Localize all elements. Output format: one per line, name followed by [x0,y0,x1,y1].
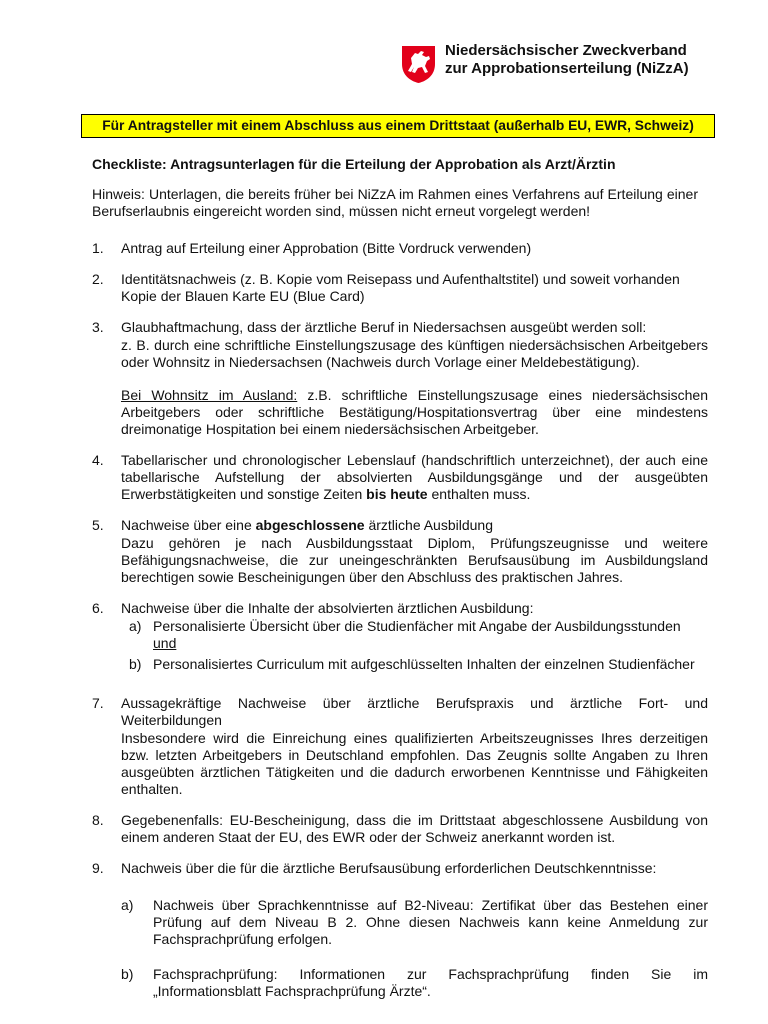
list-item [92,271,708,305]
notice-paragraph: Hinweis: Unterlagen, die bereits früher bei NiZzA im Rahmen eines Verfahrens auf Erteilung einer Berufserlaubnis eingereicht worden sind, müssen nicht erneut vorgelegt werden! [92,186,698,219]
item-abroad-detail [121,387,708,438]
item-detail: z. B. durch eine schriftliche Einstellungszusage des künftigen niedersächsischen Arbeitgebers oder Wohnsitz in Niedersachsen (Nachweis durch Vorlage einer Meldebestätigung). [121,337,708,370]
item-number: 6. [92,600,104,616]
item-number: 2. [92,271,104,287]
item-text: Nachweise über die Inhalte der absolvierten ärztlichen Ausbildung: [121,600,534,616]
item-text-part: Nachweise über eine [121,517,256,533]
item-number: 8. [92,812,104,828]
item-text: Nachweis über die für die ärztliche Berufsausübung erforderlichen Deutschkenntnisse: [121,860,657,876]
checklist-title: Checkliste: Antragsunterlagen für die Erteilung der Approbation als Arzt/Ärztin [92,156,616,172]
list-item [92,860,708,1000]
sub-item-letter: b) [129,656,142,672]
sub-item-b [121,656,708,673]
list-item [92,240,708,257]
list-item [92,695,708,798]
abroad-label: Bei Wohnsitz im Ausland: [121,387,298,403]
sub-item-letter: a) [121,897,134,913]
document-checklist [92,240,708,1014]
item-text: Glaubhaftmachung, dass der ärztliche Beruf in Niedersachsen ausgeübt werden soll: [121,319,647,335]
sub-item-text: Personalisierte Übersicht über die Studienfächer mit Angabe der Ausbildungsstunden [153,618,681,634]
sub-item-b [121,966,708,1000]
list-item [92,319,708,438]
abroad-text: z.B. schriftliche Einstellungszusage eines niedersächsischen Arbeitgebers oder schriftliche Bestätigung/Hospitationsvertrag über eine mindestens dreimonatige Hospitation bei einem niedersächsischen Arbeitgeber. [121,387,708,437]
item-text [121,517,708,534]
item-text: Antrag auf Erteilung einer Approbation (Bitte Vordruck verwenden) [121,240,532,256]
item-text-part: enthalten muss. [427,486,531,502]
item-number: 9. [92,860,104,876]
item-number: 4. [92,452,104,468]
item-text [121,452,708,503]
item-text: Aussagekräftige Nachweise über ärztliche Berufspraxis und ärztliche Fort- und Weiterbildungen [121,695,708,728]
item-text-part: Tabellarischer und chronologischer Lebenslauf (handschriftlich unterzeichnet), der auch eine tabellarische Aufstellung der absolvierten Ausbildungsgänge und der ausgeübten Erwerbstätigkeiten und sonstige Zeiten [121,452,708,502]
item-text-part: ärztliche Ausbildung [364,517,493,533]
lower-saxony-horse-crest-icon [400,44,437,84]
list-item [92,600,708,673]
item-text-emphasis: abgeschlossene [255,517,365,533]
item-number: 5. [92,517,104,533]
item-text: Identitätsnachweis (z. B. Kopie vom Reisepass und Aufenthaltstitel) und soweit vorhanden Kopie der Blauen Karte EU (Blue Card) [121,271,680,304]
sub-item-text: Nachweis über Sprachkenntnisse auf B2-Niveau: Zertifikat über das Bestehen einer Prüfung auf dem Niveau B 2. Ohne diesen Nachweis kann keine Anmeldung zur Fachsprachprüfung erfolgen. [153,897,708,947]
item-detail: Insbesondere wird die Einreichung eines qualifizierten Arbeitszeugnisses Ihres derzeitigen bzw. letzten Arbeitgebers in Deutschland empfohlen. Das Zeugnis sollte Angaben zu Ihren ausgeübten ärztlichen Tätigkeiten und die dadurch erworbenen Kenntnisse und Fähigkeiten enthalten. [121,730,708,797]
applicant-category-banner: Für Antragsteller mit einem Abschluss aus einem Drittstaat (außerhalb EU, EWR, Schweiz) [81,114,715,138]
sub-item-letter: b) [121,966,134,982]
item-detail: Dazu gehören je nach Ausbildungsstaat Diplom, Prüfungszeugnisse und weitere Befähigungsnachweise, die zur uneingeschränkten Berufsausübung im Ausbildungsland berechtigen sowie Bescheinigungen über den Abschluss des praktischen Jahres. [121,535,708,585]
sub-item-text: Fachsprachprüfung: Informationen zur Fachsprachprüfung finden Sie im „Informationsblatt Fachsprachprüfung Ärzte“. [153,966,708,999]
sub-item-a [121,897,708,948]
list-item [92,812,708,846]
sub-item-letter: a) [129,618,142,634]
item-number: 7. [92,695,104,711]
item-number: 3. [92,319,104,335]
sub-item-a [121,618,708,652]
sub-item-conjunction: und [153,635,177,651]
organization-name-line1: Niedersächsischer Zweckverband [445,42,687,59]
item-text: Gegebenenfalls: EU-Bescheinigung, dass die im Drittstaat abgeschlossene Ausbildung von einem anderen Staat der EU, des EWR oder der Schweiz anerkannt worden ist. [121,812,708,845]
list-item [92,452,708,503]
organization-name-line2: zur Approbationserteilung (NiZzA) [445,60,689,77]
item-text-emphasis: bis heute [366,486,428,502]
item-number: 1. [92,240,104,256]
list-item [92,517,708,586]
sub-item-text: Personalisiertes Curriculum mit aufgeschlüsselten Inhalten der einzelnen Studienfächer [153,656,695,672]
organization-name [445,42,689,78]
letterhead [400,42,730,86]
